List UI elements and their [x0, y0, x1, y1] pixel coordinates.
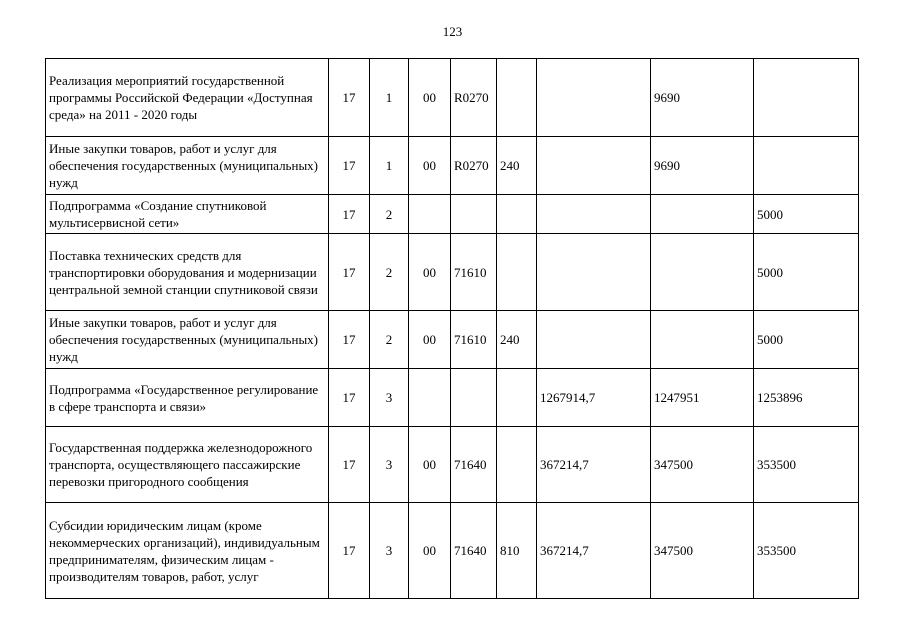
amount-year-3	[754, 59, 859, 137]
pp-code: 2	[370, 195, 409, 234]
expense-type: 240	[497, 137, 537, 195]
amount-year-3: 353500	[754, 427, 859, 503]
table-row	[46, 234, 859, 311]
pp-code: 1	[370, 59, 409, 137]
table-row	[46, 195, 859, 234]
amount-year-3: 5000	[754, 195, 859, 234]
om-code: 00	[409, 427, 451, 503]
gp-code: 17	[329, 137, 370, 195]
pp-code: 3	[370, 503, 409, 599]
amount-year-3: 353500	[754, 503, 859, 599]
expense-type	[497, 195, 537, 234]
direction-code: 71610	[451, 311, 497, 369]
gp-code: 17	[329, 195, 370, 234]
table-row	[46, 137, 859, 195]
amount-year-1	[537, 59, 651, 137]
gp-code: 17	[329, 427, 370, 503]
row-name: Государственная поддержка железнодорожного транспорта, осуществляющего пассажирские перевозки пригородного сообщения	[46, 427, 329, 503]
table-row	[46, 503, 859, 599]
budget-table	[45, 58, 859, 599]
table-row	[46, 369, 859, 427]
gp-code: 17	[329, 503, 370, 599]
direction-code: R0270	[451, 137, 497, 195]
om-code: 00	[409, 503, 451, 599]
expense-type: 810	[497, 503, 537, 599]
direction-code	[451, 195, 497, 234]
pp-code: 3	[370, 369, 409, 427]
amount-year-1: 1267914,7	[537, 369, 651, 427]
gp-code: 17	[329, 59, 370, 137]
om-code: 00	[409, 137, 451, 195]
row-name: Подпрограмма «Государственное регулирование в сфере транспорта и связи»	[46, 369, 329, 427]
amount-year-2: 9690	[651, 59, 754, 137]
amount-year-1: 367214,7	[537, 427, 651, 503]
amount-year-1: 367214,7	[537, 503, 651, 599]
amount-year-2	[651, 234, 754, 311]
amount-year-2: 347500	[651, 503, 754, 599]
pp-code: 1	[370, 137, 409, 195]
direction-code	[451, 369, 497, 427]
row-name: Реализация мероприятий государственной программы Российской Федерации «Доступная среда» на 2011 - 2020 годы	[46, 59, 329, 137]
om-code	[409, 369, 451, 427]
direction-code: 71640	[451, 427, 497, 503]
table-row	[46, 311, 859, 369]
gp-code: 17	[329, 234, 370, 311]
om-code	[409, 195, 451, 234]
amount-year-3: 5000	[754, 311, 859, 369]
expense-type	[497, 369, 537, 427]
amount-year-3: 5000	[754, 234, 859, 311]
expense-type: 240	[497, 311, 537, 369]
gp-code: 17	[329, 369, 370, 427]
amount-year-2: 9690	[651, 137, 754, 195]
amount-year-1	[537, 137, 651, 195]
amount-year-3: 1253896	[754, 369, 859, 427]
table-row	[46, 59, 859, 137]
amount-year-1	[537, 311, 651, 369]
pp-code: 2	[370, 234, 409, 311]
amount-year-1	[537, 195, 651, 234]
row-name: Субсидии юридическим лицам (кроме некоммерческих организаций), индивидуальным предпринимателям, физическим лицам - производителям товаров, работ, услуг	[46, 503, 329, 599]
expense-type	[497, 59, 537, 137]
direction-code: 71640	[451, 503, 497, 599]
row-name: Иные закупки товаров, работ и услуг для обеспечения государственных (муниципальных) нужд	[46, 311, 329, 369]
om-code: 00	[409, 59, 451, 137]
om-code: 00	[409, 311, 451, 369]
amount-year-2: 1247951	[651, 369, 754, 427]
direction-code: R0270	[451, 59, 497, 137]
row-name: Поставка технических средств для транспортировки оборудования и модернизации центральной земной станции спутниковой связи	[46, 234, 329, 311]
direction-code: 71610	[451, 234, 497, 311]
amount-year-1	[537, 234, 651, 311]
table-row	[46, 427, 859, 503]
amount-year-3	[754, 137, 859, 195]
row-name: Иные закупки товаров, работ и услуг для обеспечения государственных (муниципальных) нужд	[46, 137, 329, 195]
page-number: 123	[442, 24, 463, 39]
expense-type	[497, 234, 537, 311]
amount-year-2	[651, 311, 754, 369]
om-code: 00	[409, 234, 451, 311]
row-name: Подпрограмма «Создание спутниковой мультисервисной сети»	[46, 195, 329, 234]
amount-year-2	[651, 195, 754, 234]
pp-code: 3	[370, 427, 409, 503]
pp-code: 2	[370, 311, 409, 369]
expense-type	[497, 427, 537, 503]
gp-code: 17	[329, 311, 370, 369]
amount-year-2: 347500	[651, 427, 754, 503]
